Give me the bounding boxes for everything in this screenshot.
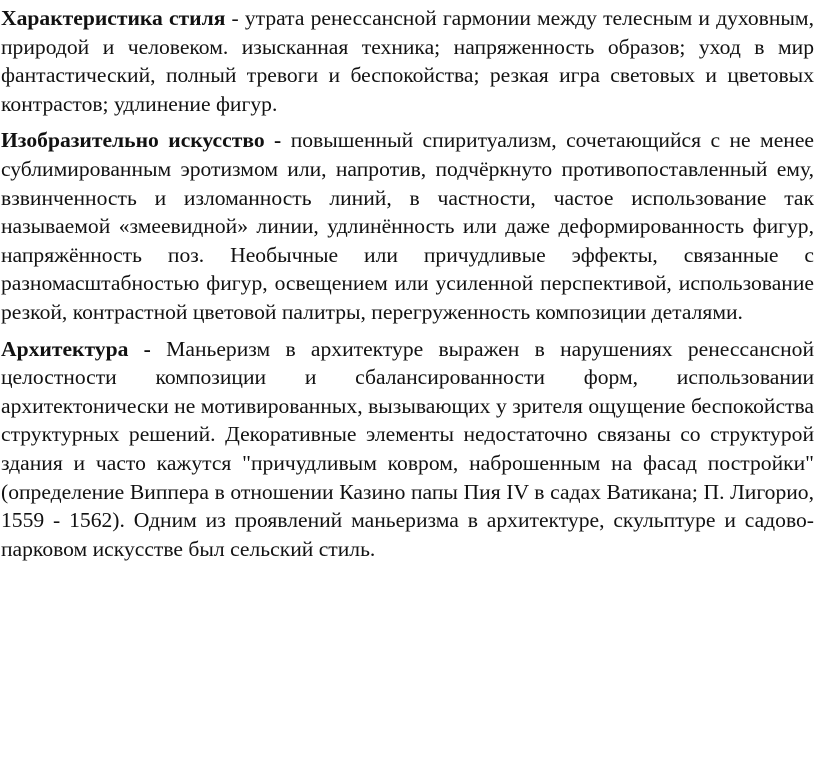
separator: - <box>225 6 245 30</box>
paragraph-text: Маньеризм в архитектуре выражен в нарушениях ренессансной целостности композиции и сбалансированности форм, использовании архитектонически не мотивированных, вызывающих у зрителя ощущение беспокойства структурных решений. Декоративные элементы недостаточно связаны со структурой здания и часто кажутся "причудливым ковром, наброшенным на фасад постройки" (определение Виппера в отношении Казино папы Пия IV в садах Ватикана; П. Лигорио, 1559 - 1562). Одним из проявлений маньеризма в архитектуре, скульптуре и садово-парковом искусстве был сельский стиль. <box>1 336 814 561</box>
term-fine-art: Изобразительно искусство - <box>1 128 282 153</box>
paragraph-style-characteristics <box>1 4 814 118</box>
paragraph-architecture <box>1 335 814 564</box>
paragraph-text: повышенный спиритуализм, сочетающийся с не менее сублимированным эротизмом или, напротив, подчёркнуто противопоставленный ему, взвинченность и изломанность линий, в частности, частое использование так называемой «змеевидной» линии, удлинённость или даже деформированность фигур, напряжённость поз. Необычные или причудливые эффекты, связанные с разномасштабностью фигур, освещением или усиленной перспективой, использование резкой, контрастной цветовой палитры, перегруженность композиции деталями. <box>1 128 814 324</box>
separator <box>281 128 290 152</box>
separator <box>151 337 166 361</box>
term-style-characteristics: Характеристика стиля <box>1 6 226 30</box>
paragraph-text: утрата ренессансной гармонии между телесным и духовным, природой и человеком. изысканная техника; напряженность образов; уход в мир фантастический, полный тревоги и беспокойства; резкая игра световых и цветовых контрастов; удлинение фигур. <box>1 6 814 116</box>
term-architecture: Архитектура - <box>1 336 151 361</box>
document-page <box>1 4 814 571</box>
paragraph-fine-art <box>1 126 814 326</box>
